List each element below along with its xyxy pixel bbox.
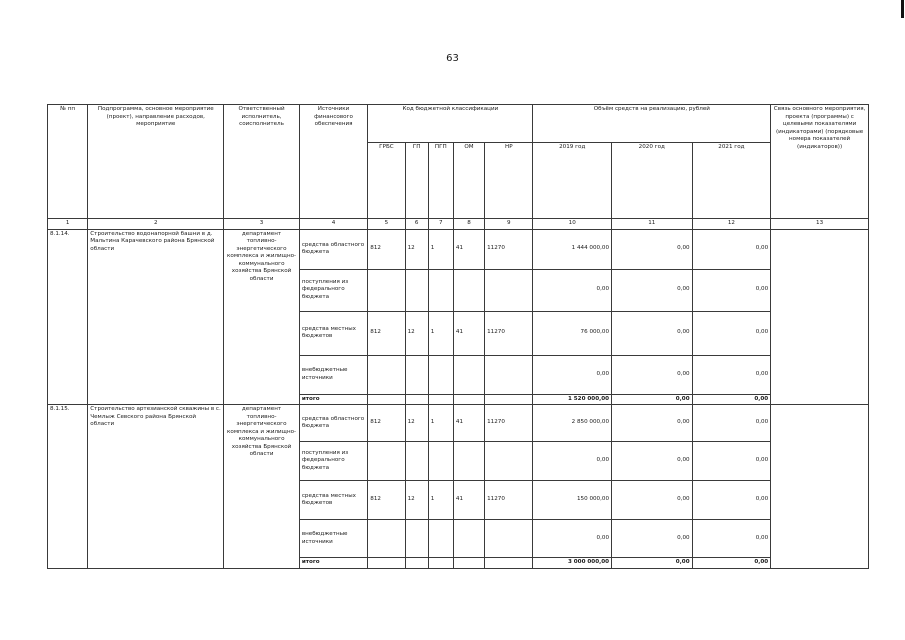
np-cell	[485, 269, 533, 311]
np-cell	[485, 394, 533, 405]
gp-cell: 12	[405, 405, 428, 442]
om-cell	[453, 355, 484, 394]
col-number: 6	[405, 219, 428, 230]
total-2019: 3 000 000,00	[533, 558, 612, 569]
item-number: 8.1.15.	[48, 405, 88, 569]
header-link: Связь основного мероприятия, проекта (программы) с целевыми показателями (индикаторами) (порядковые номера показателей (индикаторов))	[771, 105, 869, 219]
source-cell: средства местных бюджетов	[299, 481, 367, 520]
page-number: 63	[446, 53, 459, 64]
np-cell: 11270	[485, 405, 533, 442]
pgp-cell	[428, 269, 453, 311]
gp-cell	[405, 442, 428, 481]
pgp-cell: 1	[428, 311, 453, 355]
grbs-cell: 812	[368, 311, 405, 355]
source-cell: поступления из федерального бюджета	[299, 442, 367, 481]
amount-2021: 0,00	[692, 481, 771, 520]
np-cell: 11270	[485, 481, 533, 520]
grbs-cell: 812	[368, 229, 405, 269]
gp-cell	[405, 355, 428, 394]
header-executor: Ответственный исполнитель, соисполнитель	[224, 105, 300, 219]
grbs-cell	[368, 394, 405, 405]
column-number-row	[48, 219, 869, 230]
amount-2020: 0,00	[612, 229, 693, 269]
om-cell: 41	[453, 405, 484, 442]
grbs-cell	[368, 269, 405, 311]
source-cell: средства местных бюджетов	[299, 311, 367, 355]
col-number: 3	[224, 219, 300, 230]
amount-2021: 0,00	[692, 520, 771, 558]
amount-2019: 2 850 000,00	[533, 405, 612, 442]
pgp-cell	[428, 355, 453, 394]
col-number: 8	[453, 219, 484, 230]
item-number: 8.1.14.	[48, 229, 88, 405]
item-executor: департамент топливно-энергетического комплекса и жилищно-коммунального хозяйства Брянской области	[224, 405, 300, 569]
col-number: 1	[48, 219, 88, 230]
amount-2021: 0,00	[692, 405, 771, 442]
om-cell	[453, 558, 484, 569]
om-cell	[453, 394, 484, 405]
amount-2021: 0,00	[692, 355, 771, 394]
grbs-cell	[368, 558, 405, 569]
col-number: 13	[771, 219, 869, 230]
grbs-cell: 812	[368, 405, 405, 442]
col-number: 9	[485, 219, 533, 230]
item-name: Строительство артезианской скважины в с. Чемлыж Севского района Брянской области	[88, 405, 224, 569]
col-number: 5	[368, 219, 405, 230]
amount-2020: 0,00	[612, 481, 693, 520]
pgp-cell	[428, 520, 453, 558]
gp-cell	[405, 394, 428, 405]
amount-2019: 0,00	[533, 520, 612, 558]
header-2019: 2019 год	[533, 143, 612, 219]
total-2020: 0,00	[612, 558, 693, 569]
pgp-cell	[428, 394, 453, 405]
amount-2021: 0,00	[692, 269, 771, 311]
link-cell	[771, 405, 869, 569]
header-row-1	[48, 105, 869, 143]
gp-cell: 12	[405, 229, 428, 269]
pgp-cell: 1	[428, 405, 453, 442]
col-number: 4	[299, 219, 367, 230]
header-program: Подпрограмма, основное мероприятие (проект), направление расходов, мероприятие	[88, 105, 224, 219]
source-cell: внебюджетные источники	[299, 355, 367, 394]
header-pgp: ПГП	[428, 143, 453, 219]
col-number: 10	[533, 219, 612, 230]
amount-2019: 150 000,00	[533, 481, 612, 520]
amount-2019: 76 000,00	[533, 311, 612, 355]
amount-2019: 0,00	[533, 269, 612, 311]
gp-cell: 12	[405, 481, 428, 520]
gp-cell: 12	[405, 311, 428, 355]
om-cell: 41	[453, 481, 484, 520]
total-label: итого	[299, 394, 367, 405]
np-cell	[485, 355, 533, 394]
gp-cell	[405, 269, 428, 311]
amount-2019: 0,00	[533, 355, 612, 394]
table-row	[48, 229, 869, 269]
gp-cell	[405, 520, 428, 558]
np-cell: 11270	[485, 229, 533, 269]
header-np: НР	[485, 143, 533, 219]
pgp-cell: 1	[428, 481, 453, 520]
np-cell: 11270	[485, 311, 533, 355]
amount-2020: 0,00	[612, 269, 693, 311]
source-cell: внебюджетные источники	[299, 520, 367, 558]
amount-2021: 0,00	[692, 311, 771, 355]
np-cell	[485, 442, 533, 481]
pgp-cell: 1	[428, 229, 453, 269]
table-row	[48, 405, 869, 442]
header-om: ОМ	[453, 143, 484, 219]
om-cell	[453, 520, 484, 558]
col-number: 7	[428, 219, 453, 230]
header-source: Источники финансового обеспечения	[299, 105, 367, 219]
np-cell	[485, 558, 533, 569]
header-volume: Объём средств на реализацию, рублей	[533, 105, 771, 143]
amount-2020: 0,00	[612, 355, 693, 394]
col-number: 12	[692, 219, 771, 230]
grbs-cell	[368, 355, 405, 394]
amount-2019: 1 444 000,00	[533, 229, 612, 269]
om-cell	[453, 269, 484, 311]
source-cell: средства областного бюджета	[299, 405, 367, 442]
header-grbs: ГРБС	[368, 143, 405, 219]
om-cell: 41	[453, 229, 484, 269]
total-2020: 0,00	[612, 394, 693, 405]
link-cell	[771, 229, 869, 405]
amount-2019: 0,00	[533, 442, 612, 481]
np-cell	[485, 520, 533, 558]
grbs-cell: 812	[368, 481, 405, 520]
pgp-cell	[428, 558, 453, 569]
om-cell	[453, 442, 484, 481]
budget-table	[47, 104, 869, 569]
total-label: итого	[299, 558, 367, 569]
header-kbk: Код бюджетной классификации	[368, 105, 533, 143]
amount-2021: 0,00	[692, 442, 771, 481]
header-2020: 2020 год	[612, 143, 693, 219]
gp-cell	[405, 558, 428, 569]
item-name: Строительство водонапорной башни в д. Мальтина Карачевского района Брянской области	[88, 229, 224, 405]
grbs-cell	[368, 442, 405, 481]
col-number: 2	[88, 219, 224, 230]
amount-2021: 0,00	[692, 229, 771, 269]
om-cell: 41	[453, 311, 484, 355]
grbs-cell	[368, 520, 405, 558]
amount-2020: 0,00	[612, 520, 693, 558]
col-number: 11	[612, 219, 693, 230]
scan-edge-mark	[901, 0, 904, 18]
header-gp: ГП	[405, 143, 428, 219]
total-2021: 0,00	[692, 394, 771, 405]
pgp-cell	[428, 442, 453, 481]
amount-2020: 0,00	[612, 442, 693, 481]
amount-2020: 0,00	[612, 311, 693, 355]
source-cell: поступления из федерального бюджета	[299, 269, 367, 311]
item-executor: департамент топливно-энергетического комплекса и жилищно-коммунального хозяйства Брянской области	[224, 229, 300, 405]
amount-2020: 0,00	[612, 405, 693, 442]
total-2021: 0,00	[692, 558, 771, 569]
header-no: № пп	[48, 105, 88, 219]
total-2019: 1 520 000,00	[533, 394, 612, 405]
source-cell: средства областного бюджета	[299, 229, 367, 269]
header-2021: 2021 год	[692, 143, 771, 219]
